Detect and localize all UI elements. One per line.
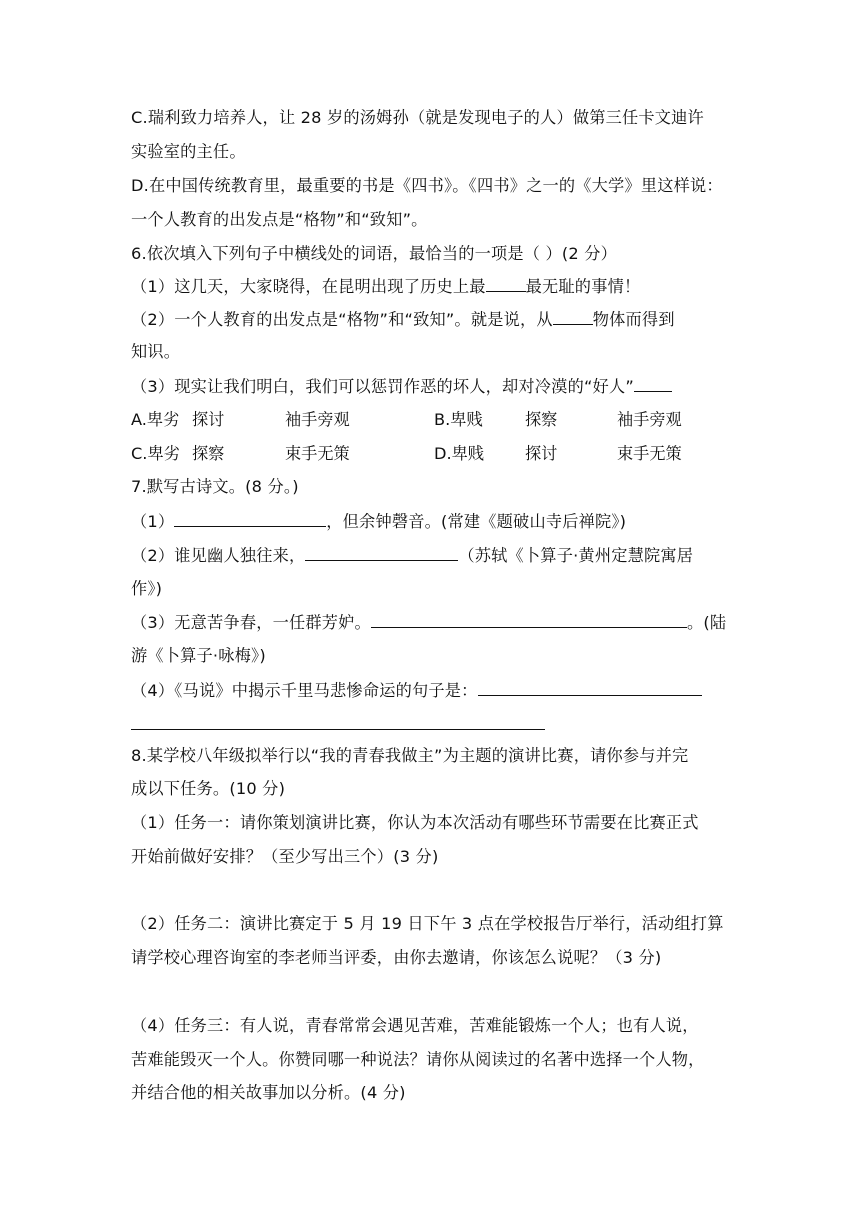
q7-item-3-before: （3）无意苦争春，一任群芳妒。 (131, 613, 371, 632)
q6-s1-before: （1）这几天，大家晓得，在昆明出现了历史上最 (131, 277, 486, 296)
q8-stem-line2: 成以下任务。(10 分) (131, 779, 286, 798)
q8-task1-line2: 开始前做好安排？（至少写出三个）(3 分) (131, 847, 439, 866)
q7-item-1 (131, 511, 731, 532)
q7-item-4-before: （4）《马说》中揭示千里马悲惨命运的句子是： (131, 681, 478, 700)
q7-item-1-number: （1） (131, 512, 175, 531)
q8-task3-line1: （4）任务三：有人说，青春常常会遇见苦难，苦难能锻炼一个人；也有人说， (131, 1016, 699, 1035)
q8-stem-line1: 8.某学校八年级拟举行以“我的青春我做主”为主题的演讲比赛，请你参与并完 (131, 746, 689, 765)
q5-option-d-line2: 一个人教育的出发点是“格物”和“致知”。 (131, 210, 428, 229)
q6-option-c-label: C.卑劣 (131, 444, 180, 463)
q6-option-a-label: A.卑劣 (131, 410, 180, 429)
q6-sentence-2-cont: 知识。 (131, 342, 181, 361)
q7-item-3-cont: 游《卜算子·咏梅》) (131, 646, 266, 665)
q6-option-d-label: D.卑贱 (434, 444, 484, 463)
q6-sentence-2 (131, 309, 731, 330)
q6-option-a-word3: 袖手旁观 (285, 410, 350, 429)
q6-s2-blank[interactable] (553, 309, 593, 325)
q6-s1-blank[interactable] (486, 276, 526, 292)
q7-item-4-answer-line[interactable] (131, 729, 545, 730)
q5-option-c-line2: 实验室的主任。 (131, 142, 246, 161)
q5-option-c-line1: C.瑞利致力培养人，让 28 岁的汤姆孙（就是发现电子的人）做第三任卡文迪许 (131, 108, 704, 127)
q5-option-d-line1: D.在中国传统教育里，最重要的书是《四书》。《四书》之一的《大学》里这样说： (131, 176, 723, 195)
q8-task2-line2: 请学校心理咨询室的李老师当评委，由你去邀请，你该怎么说呢？（3 分) (131, 948, 662, 967)
q7-item-2-before: （2）谁见幽人独往来， (131, 546, 306, 565)
q7-item-1-after: ，但余钟磬音。(常建《题破山寺后禅院》) (326, 512, 627, 531)
q8-task1-line1: （1）任务一：请你策划演讲比赛，你认为本次活动有哪些环节需要在比赛正式 (131, 813, 699, 832)
q6-s1-after: 最无耻的事情！ (525, 277, 641, 296)
q7-item-2-after: （苏轼《卜算子·黄州定慧院寓居 (458, 546, 694, 565)
q7-item-2-blank[interactable] (305, 545, 458, 561)
q7-item-2-cont: 作》) (131, 579, 163, 598)
q7-item-3-after: 。(陆 (686, 613, 727, 632)
q7-item-3-blank[interactable] (371, 612, 687, 628)
q7-item-2 (131, 545, 731, 566)
q7-item-4-blank[interactable] (478, 680, 702, 696)
q6-option-d-word2: 探讨 (525, 444, 558, 463)
q6-sentence-1 (131, 276, 731, 297)
q8-task3-line3: 并结合他的相关故事加以分析。(4 分) (131, 1083, 406, 1102)
q6-sentence-3 (131, 376, 731, 397)
q6-option-c-word3: 束手无策 (285, 444, 350, 463)
q7-item-3 (131, 612, 731, 633)
q6-s3-blank[interactable] (634, 376, 672, 392)
q6-option-b-word2: 探察 (525, 410, 558, 429)
q8-task3-line2: 苦难能毁灭一个人。你赞同哪一种说法？请你从阅读过的名著中选择一个人物， (131, 1050, 705, 1069)
q6-option-b-word3: 袖手旁观 (617, 410, 682, 429)
q6-option-b-label: B.卑贱 (434, 410, 483, 429)
q8-task2-line1: （2）任务二：演讲比赛定于 5 月 19 日下午 3 点在学校报告厅举行，活动组打算 (131, 914, 724, 933)
q7-item-1-blank[interactable] (174, 511, 326, 527)
q7-stem: 7.默写古诗文。(8 分。) (131, 477, 299, 496)
q6-stem: 6.依次填入下列句子中横线处的词语，最恰当的一项是（ ）(2 分） (131, 244, 618, 263)
q7-item-4 (131, 680, 731, 701)
q6-option-d-word3: 束手无策 (617, 444, 682, 463)
q6-s2-after: 物体而得到 (592, 310, 675, 329)
q6-s3-before: （3）现实让我们明白，我们可以惩罚作恶的坏人，却对冷漠的“好人” (131, 377, 634, 396)
q6-option-a-word2: 探讨 (192, 410, 225, 429)
q6-s2-before: （2）一个人教育的出发点是“格物”和“致知”。就是说，从 (131, 310, 553, 329)
q6-option-c-word2: 探察 (192, 444, 225, 463)
